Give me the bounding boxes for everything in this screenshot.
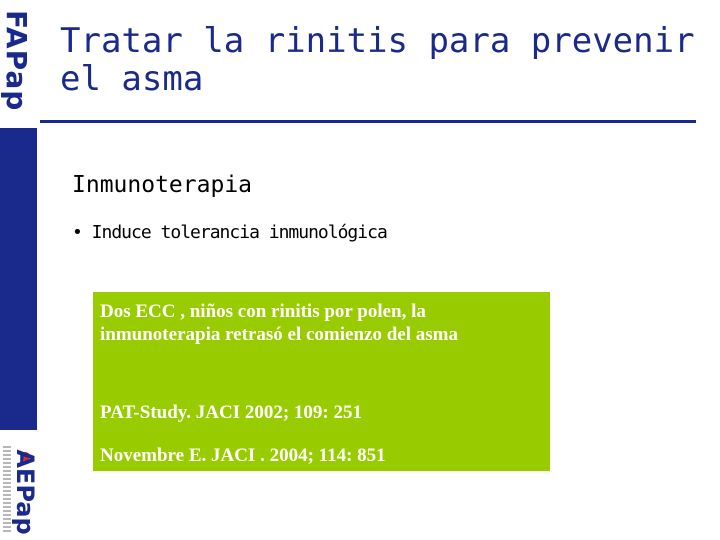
aepap-logo-tagline: [3, 446, 11, 534]
aepap-logo: AEPap: [11, 449, 39, 535]
reference-1: PAT-Study. JACI 2002; 109: 251: [100, 402, 362, 423]
evidence-text: Dos ECC , niños con rinitis por polen, la inmunoterapia retrasó el comienzo del asma: [100, 301, 458, 345]
sidebar: [0, 0, 40, 540]
reference-2: Novembre E. JACI . 2004; 114: 851: [100, 445, 386, 466]
fapap-logo: FAPap: [0, 10, 33, 112]
slide-subtitle: Inmunoterapia: [72, 172, 253, 198]
title-divider: [40, 120, 696, 123]
bullet-point: • Induce tolerancia inmunológica: [72, 222, 387, 243]
sidebar-bar: [0, 128, 37, 430]
slide-title: Tratar la rinitis para prevenir el asma: [60, 21, 695, 99]
